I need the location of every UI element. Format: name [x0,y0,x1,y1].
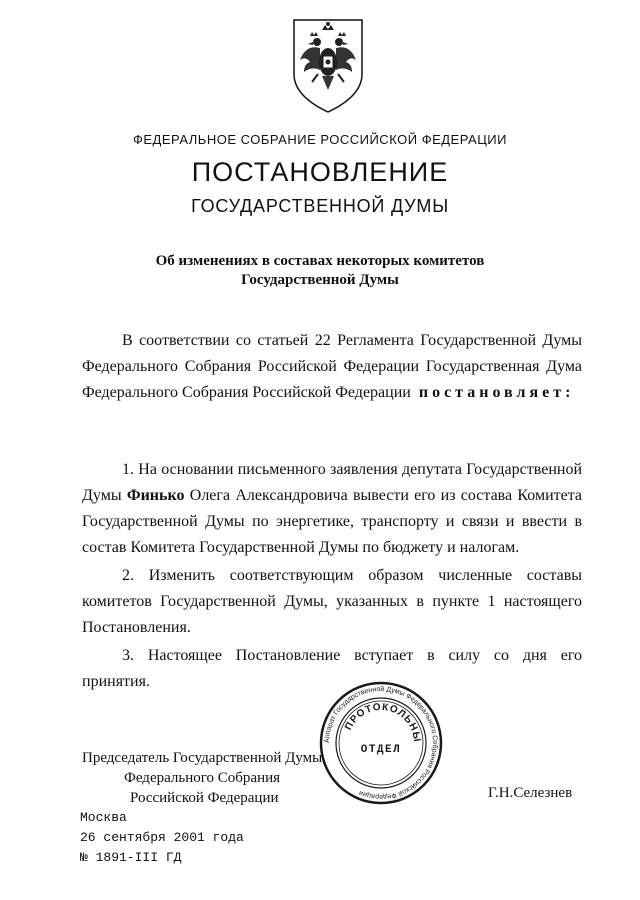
paragraph-line: В соответствии со статьей 22 Регламента Государственной Думы [122,332,582,349]
signatory-title [82,748,322,808]
signatory-title-line: Председатель Государственной Думы [82,750,323,766]
stamp-outer-text: Аппарат Государственной Думы Федерального Собрания Российской Федерации [323,685,439,801]
paragraph-line: Постановления. [82,619,191,636]
signatory-title-line: Федерального Собрания [124,770,281,786]
paragraph-line [82,483,582,509]
paragraph-line: состав Комитета Государственной Думы по бюджету и налогам. [82,539,520,556]
preamble-paragraph [82,328,582,406]
paragraph-line: 1. На основании письменного заявления депутата Государственной [122,461,582,478]
paragraph-line [82,380,582,406]
organization-name: ФЕДЕРАЛЬНОЕ СОБРАНИЕ РОССИЙСКОЙ ФЕДЕРАЦИИ [132,132,507,147]
document-subject [0,252,640,290]
item-1-paragraph [82,457,582,561]
paragraph-text: Думы [82,487,122,504]
signatory-title-line: Российской Федерации [130,790,279,806]
paragraph-line: комитетов Государственной Думы, указанных в пункте 1 настоящего [82,593,582,610]
paragraph-line: 3. Настоящее Постановление вступает в силу со дня его [122,647,582,664]
subject-line: Государственной Думы [241,272,399,288]
issue-date: 26 сентября 2001 года [80,830,244,845]
issue-city: Москва [80,810,127,825]
deputy-surname: Финько [126,487,185,504]
paragraph-line: Государственной Думы по энергетике, транспорту и связи и ввести в [82,513,582,530]
document-type: ПОСТАНОВЛЕНИЕ [191,157,449,187]
paragraph-line: 2. Изменить соответствующим образом численные составы [122,567,582,584]
document-footer [80,808,244,868]
resolves-keyword: постановляет: [418,384,575,401]
document-number: № 1891-III ГД [80,850,182,865]
paragraph-text: Олега Александровича вывести его из состава Комитета [189,487,583,504]
paragraph-line: Федерального Собрания Российской Федерации Государственная Дума [82,358,582,375]
item-2-paragraph [82,563,582,641]
subject-line: Об изменениях в составах некоторых комитетов [155,253,485,269]
stamp-inner-text: ПРОТОКОЛЬНЫ [343,701,423,744]
paragraph-line: принятия. [82,673,150,690]
coat-of-arms-icon [290,16,366,116]
signatory-name: Г.Н.Селезнев [488,785,573,801]
svg-text:Аппарат Государственной Думы Ф [324,685,439,800]
document-issuer: ГОСУДАРСТВЕННОЙ ДУМЫ [191,196,449,216]
paragraph-text: Федерального Собрания Российской Федерации [82,384,411,401]
stamp-center-text: ОТДЕЛ [360,744,402,756]
official-stamp-icon [318,680,444,806]
